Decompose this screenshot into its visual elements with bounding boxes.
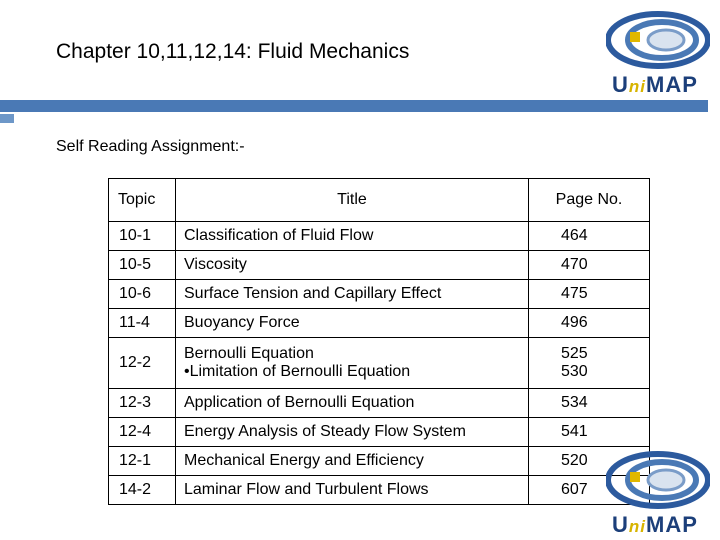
cell-topic: 12-3	[109, 389, 176, 418]
page-title: Chapter 10,11,12,14: Fluid Mechanics	[56, 40, 410, 63]
cell-page: 534	[529, 389, 650, 418]
header-page: Page No.	[529, 179, 650, 222]
cell-title: Application of Bernoulli Equation	[176, 389, 529, 418]
logo-wordmark: UniMAP	[612, 72, 698, 97]
unimap-logo	[606, 10, 710, 97]
cell-title-line1: Bernoulli Equation	[184, 345, 314, 362]
logo-swoosh-icon	[606, 10, 710, 70]
cell-page: 464	[529, 222, 650, 251]
table-row	[109, 418, 650, 447]
logo-wordmark: UniMAP	[612, 512, 698, 537]
cell-title: Energy Analysis of Steady Flow System	[176, 418, 529, 447]
header-title: Title	[176, 179, 529, 222]
table-row	[109, 222, 650, 251]
cell-title: Buoyancy Force	[176, 309, 529, 338]
cell-topic: 12-2	[109, 338, 176, 389]
cell-topic: 10-5	[109, 251, 176, 280]
section-subtitle: Self Reading Assignment:-	[56, 138, 245, 155]
cell-title-multiline	[176, 338, 529, 389]
header-divider-square	[0, 114, 14, 123]
cell-topic: 14-2	[109, 476, 176, 505]
cell-topic: 10-1	[109, 222, 176, 251]
cell-title: Viscosity	[176, 251, 529, 280]
table-row	[109, 476, 650, 505]
cell-page: 470	[529, 251, 650, 280]
cell-page-line1: 525	[561, 345, 588, 362]
cell-topic: 12-4	[109, 418, 176, 447]
cell-page: 541	[529, 418, 650, 447]
cell-title: Classification of Fluid Flow	[176, 222, 529, 251]
cell-page: 520	[529, 447, 650, 476]
unimap-logo-footer	[606, 450, 710, 537]
table-header-row	[109, 179, 650, 222]
table-row	[109, 338, 650, 389]
table-row	[109, 389, 650, 418]
cell-title-line2: •Limitation of Bernoulli Equation	[184, 363, 411, 380]
header-topic: Topic	[109, 179, 176, 222]
table-row	[109, 447, 650, 476]
cell-page-line2: 530	[561, 363, 588, 380]
cell-title: Laminar Flow and Turbulent Flows	[176, 476, 529, 505]
cell-page: 496	[529, 309, 650, 338]
logo-swoosh-icon	[606, 450, 710, 510]
cell-topic: 11-4	[109, 309, 176, 338]
header-divider-bar	[0, 100, 708, 112]
cell-title: Mechanical Energy and Efficiency	[176, 447, 529, 476]
cell-page: 607	[529, 476, 650, 505]
table-row	[109, 251, 650, 280]
reading-table	[108, 178, 650, 505]
cell-topic: 10-6	[109, 280, 176, 309]
cell-title: Surface Tension and Capillary Effect	[176, 280, 529, 309]
cell-topic: 12-1	[109, 447, 176, 476]
table-row	[109, 280, 650, 309]
cell-page: 475	[529, 280, 650, 309]
table-row	[109, 309, 650, 338]
cell-page-multiline	[529, 338, 650, 389]
